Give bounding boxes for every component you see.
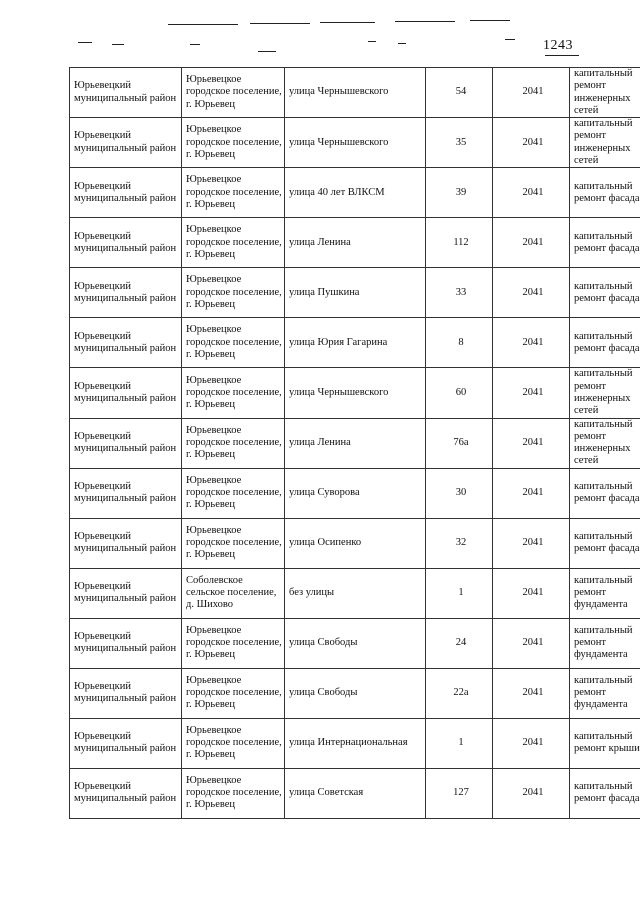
street-cell: улица Ленина	[285, 218, 426, 268]
settlement-cell: Юрьевецкое городское поселение, г. Юрьевец	[182, 218, 285, 268]
street-cell: улица Свободы	[285, 668, 426, 718]
settlement-cell: Юрьевецкое городское поселение, г. Юрьевец	[182, 118, 285, 168]
year-cell: 2041	[493, 368, 570, 418]
street-cell: улица Суворова	[285, 468, 426, 518]
table-row	[70, 568, 640, 618]
street-cell: улица Юрия Гагарина	[285, 318, 426, 368]
settlement-cell: Юрьевецкое городское поселение, г. Юрьевец	[182, 668, 285, 718]
scan-artifact-line	[395, 21, 455, 22]
table-row	[70, 268, 640, 318]
year-cell: 2041	[493, 168, 570, 218]
district-cell: Юрьевецкий муниципальный район	[70, 518, 182, 568]
work-type-cell: капитальный ремонт фасада	[570, 318, 640, 368]
page-number-underline	[545, 55, 579, 56]
district-cell: Юрьевецкий муниципальный район	[70, 768, 182, 818]
table-row	[70, 768, 640, 818]
work-type-cell: капитальный ремонт инженерных сетей	[570, 68, 640, 118]
street-cell: без улицы	[285, 568, 426, 618]
work-type-cell: капитальный ремонт фундамента	[570, 618, 640, 668]
settlement-cell: Юрьевецкое городское поселение, г. Юрьевец	[182, 518, 285, 568]
house-number-cell: 60	[426, 368, 493, 418]
district-cell: Юрьевецкий муниципальный район	[70, 668, 182, 718]
settlement-cell: Юрьевецкое городское поселение, г. Юрьевец	[182, 368, 285, 418]
district-cell: Юрьевецкий муниципальный район	[70, 68, 182, 118]
year-cell: 2041	[493, 618, 570, 668]
year-cell: 2041	[493, 718, 570, 768]
year-cell: 2041	[493, 418, 570, 468]
street-cell: улица 40 лет ВЛКСМ	[285, 168, 426, 218]
settlement-cell: Юрьевецкое городское поселение, г. Юрьевец	[182, 718, 285, 768]
year-cell: 2041	[493, 518, 570, 568]
table-row	[70, 68, 640, 118]
table-row	[70, 418, 640, 468]
street-cell: улица Чернышевского	[285, 68, 426, 118]
district-cell: Юрьевецкий муниципальный район	[70, 618, 182, 668]
table-body	[70, 68, 640, 819]
settlement-cell: Юрьевецкое городское поселение, г. Юрьевец	[182, 68, 285, 118]
work-type-cell: капитальный ремонт фасада	[570, 218, 640, 268]
district-cell: Юрьевецкий муниципальный район	[70, 368, 182, 418]
street-cell: улица Пушкина	[285, 268, 426, 318]
street-cell: улица Чернышевского	[285, 368, 426, 418]
page-number: 1243	[543, 38, 573, 53]
scan-artifact-line	[505, 39, 515, 40]
district-cell: Юрьевецкий муниципальный район	[70, 268, 182, 318]
scan-artifact-line	[190, 44, 200, 45]
street-cell: улица Чернышевского	[285, 118, 426, 168]
scan-artifact-line	[258, 51, 276, 52]
scan-artifact-line	[320, 22, 375, 23]
year-cell: 2041	[493, 668, 570, 718]
table-row	[70, 318, 640, 368]
year-cell: 2041	[493, 118, 570, 168]
street-cell: улица Советская	[285, 768, 426, 818]
work-type-cell: капитальный ремонт инженерных сетей	[570, 368, 640, 418]
table-row	[70, 168, 640, 218]
scan-artifact-line	[368, 41, 376, 42]
settlement-cell: Юрьевецкое городское поселение, г. Юрьевец	[182, 168, 285, 218]
table-row	[70, 618, 640, 668]
table-row	[70, 218, 640, 268]
settlement-cell: Юрьевецкое городское поселение, г. Юрьевец	[182, 768, 285, 818]
scan-artifact-line	[250, 23, 310, 24]
scan-artifact-line	[78, 42, 92, 43]
settlement-cell: Юрьевецкое городское поселение, г. Юрьевец	[182, 318, 285, 368]
house-number-cell: 127	[426, 768, 493, 818]
house-number-cell: 1	[426, 718, 493, 768]
house-number-cell: 30	[426, 468, 493, 518]
house-number-cell: 24	[426, 618, 493, 668]
year-cell: 2041	[493, 318, 570, 368]
table-row	[70, 668, 640, 718]
scan-artifact-line	[112, 44, 124, 45]
table-row	[70, 368, 640, 418]
street-cell: улица Интернациональная	[285, 718, 426, 768]
house-number-cell: 8	[426, 318, 493, 368]
year-cell: 2041	[493, 68, 570, 118]
house-number-cell: 33	[426, 268, 493, 318]
work-type-cell: капитальный ремонт фундамента	[570, 668, 640, 718]
table-row	[70, 118, 640, 168]
district-cell: Юрьевецкий муниципальный район	[70, 168, 182, 218]
house-number-cell: 32	[426, 518, 493, 568]
table-row	[70, 468, 640, 518]
district-cell: Юрьевецкий муниципальный район	[70, 318, 182, 368]
year-cell: 2041	[493, 568, 570, 618]
settlement-cell: Юрьевецкое городское поселение, г. Юрьевец	[182, 618, 285, 668]
district-cell: Юрьевецкий муниципальный район	[70, 218, 182, 268]
work-type-cell: капитальный ремонт фасада	[570, 518, 640, 568]
year-cell: 2041	[493, 768, 570, 818]
year-cell: 2041	[493, 468, 570, 518]
district-cell: Юрьевецкий муниципальный район	[70, 718, 182, 768]
settlement-cell: Юрьевецкое городское поселение, г. Юрьевец	[182, 418, 285, 468]
table-row	[70, 718, 640, 768]
scan-artifact-line	[470, 20, 510, 21]
district-cell: Юрьевецкий муниципальный район	[70, 568, 182, 618]
housing-repair-table	[69, 67, 640, 819]
work-type-cell: капитальный ремонт фасада	[570, 268, 640, 318]
settlement-cell: Юрьевецкое городское поселение, г. Юрьевец	[182, 268, 285, 318]
scan-artifact-line	[168, 24, 238, 25]
district-cell: Юрьевецкий муниципальный район	[70, 468, 182, 518]
house-number-cell: 112	[426, 218, 493, 268]
work-type-cell: капитальный ремонт инженерных сетей	[570, 418, 640, 468]
work-type-cell: капитальный ремонт инженерных сетей	[570, 118, 640, 168]
street-cell: улица Осипенко	[285, 518, 426, 568]
table-row	[70, 518, 640, 568]
settlement-cell: Соболевское сельское поселение, д. Шихово	[182, 568, 285, 618]
settlement-cell: Юрьевецкое городское поселение, г. Юрьевец	[182, 468, 285, 518]
work-type-cell: капитальный ремонт фасада	[570, 468, 640, 518]
year-cell: 2041	[493, 268, 570, 318]
district-cell: Юрьевецкий муниципальный район	[70, 418, 182, 468]
street-cell: улица Свободы	[285, 618, 426, 668]
work-type-cell: капитальный ремонт крыши	[570, 718, 640, 768]
house-number-cell: 35	[426, 118, 493, 168]
work-type-cell: капитальный ремонт фасада	[570, 768, 640, 818]
house-number-cell: 1	[426, 568, 493, 618]
scan-artifact-line	[398, 43, 406, 44]
house-number-cell: 76а	[426, 418, 493, 468]
street-cell: улица Ленина	[285, 418, 426, 468]
year-cell: 2041	[493, 218, 570, 268]
house-number-cell: 22а	[426, 668, 493, 718]
work-type-cell: капитальный ремонт фундамента	[570, 568, 640, 618]
work-type-cell: капитальный ремонт фасада	[570, 168, 640, 218]
house-number-cell: 54	[426, 68, 493, 118]
house-number-cell: 39	[426, 168, 493, 218]
district-cell: Юрьевецкий муниципальный район	[70, 118, 182, 168]
